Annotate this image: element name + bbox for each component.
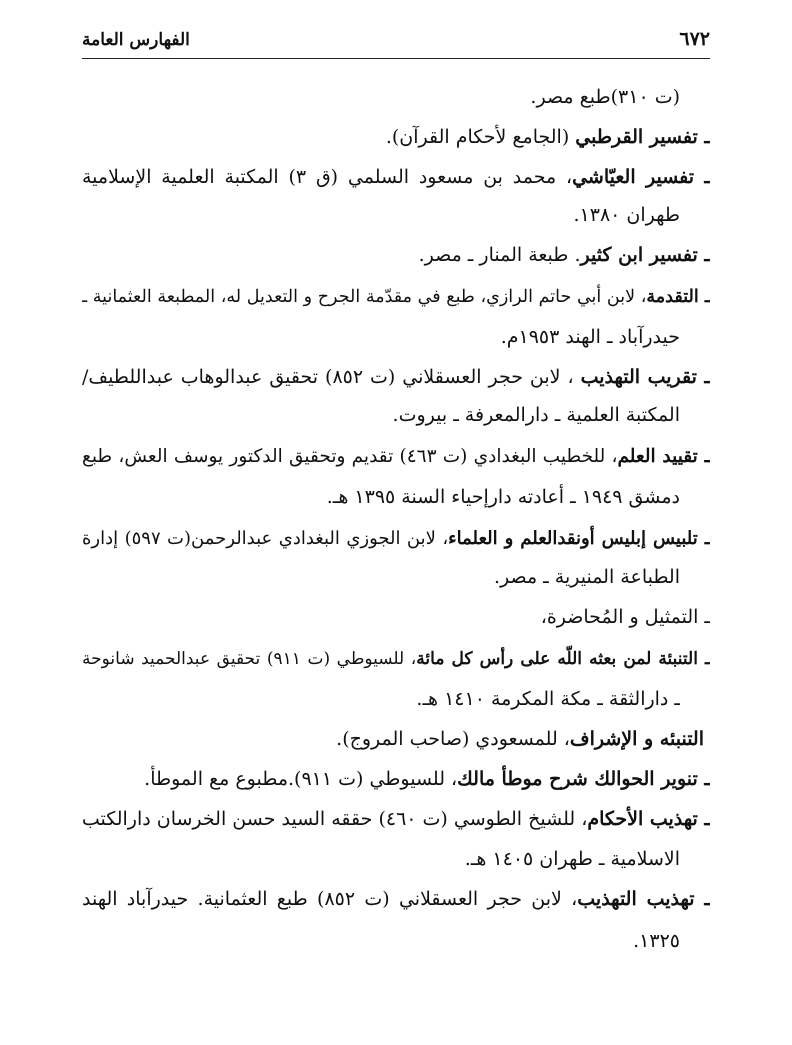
- page-header: [82, 24, 710, 59]
- entry-line: حيدرآباد ـ الهند ١٩٥٣م.: [500, 326, 680, 348]
- entry-line: ـ التمثيل و المُحاضرة،: [540, 606, 710, 628]
- running-title: الفهارس العامة: [82, 30, 190, 50]
- entry-line: المكتبة العلمية ـ دارالمعرفة ـ بيروت.: [392, 404, 680, 426]
- entry-line: التنبئه و الإشراف، للمسعودي (صاحب المروج).: [336, 728, 704, 750]
- entry-line: ١٣٢٥.: [633, 930, 680, 952]
- entry-line: ـ تهذيب التهذيب، لابن حجر العسقلاني (ت ٨٥٢) طبع العثمانية. حيدرآباد الهند: [82, 888, 710, 910]
- entry-line: الاسلامية ـ طهران ١٤٠٥ هـ.: [464, 848, 680, 870]
- entry-line: ـ تلبيس إبليس أونقدالعلم و العلماء، لابن الجوزي البغدادي عبدالرحمن(ت ٥٩٧) إدارة: [82, 528, 710, 549]
- entry-line: ـ تهذيب الأحكام، للشيخ الطوسي (ت ٤٦٠) حققه السيد حسن الخرسان دارالكتب: [82, 808, 710, 830]
- entry-line: ـ التقدمة، لابن أبي حاتم الرازي، طبع في مقدّمة الجرح و التعديل له، المطبعة العثمانية ـ: [82, 287, 710, 307]
- entry-line: (ت ٣١٠)طبع مصر.: [530, 86, 680, 108]
- entry-line: ـ تفسير القرطبي (الجامع لأحكام القرآن).: [385, 126, 710, 148]
- entry-line: الطباعة المنيرية ـ مصر.: [493, 566, 680, 588]
- entry-line: دمشق ١٩٤٩ ـ أعادته دارإحياء السنة ١٣٩٥ هـ.: [326, 486, 680, 508]
- page-number: ٦٧٢: [679, 28, 710, 50]
- entry-line: ـ تقريب التهذيب ، لابن حجر العسقلاني (ت ٨٥٢) تحقيق عبدالوهاب عبداللطيف/: [82, 366, 710, 388]
- entry-line: ـ التنبئة لمن بعثه اللّه على رأس كل مائة، للسيوطي (ت ٩١١) تحقيق عبدالحميد شانوحة: [82, 649, 710, 669]
- entry-line: ـ تفسير ابن كثير. طبعة المنار ـ مصر.: [418, 244, 710, 266]
- entry-line: ـ تفسير العيّاشي، محمد بن مسعود السلمي (ق ٣) المكتبة العلمية الإسلامية: [82, 166, 710, 188]
- entry-line: طهران ١٣٨٠.: [573, 204, 680, 226]
- entry-line: ـ دارالثقة ـ مكة المكرمة ١٤١٠ هـ.: [416, 688, 680, 710]
- entry-line: ـ تقييد العلم، للخطيب البغدادي (ت ٤٦٣) تقديم وتحقيق الدكتور يوسف العش، طبع: [82, 446, 710, 467]
- entry-line: ـ تنوير الحوالك شرح موطأ مالك، للسيوطي (ت ٩١١).مطبوع مع الموطأ.: [144, 768, 710, 790]
